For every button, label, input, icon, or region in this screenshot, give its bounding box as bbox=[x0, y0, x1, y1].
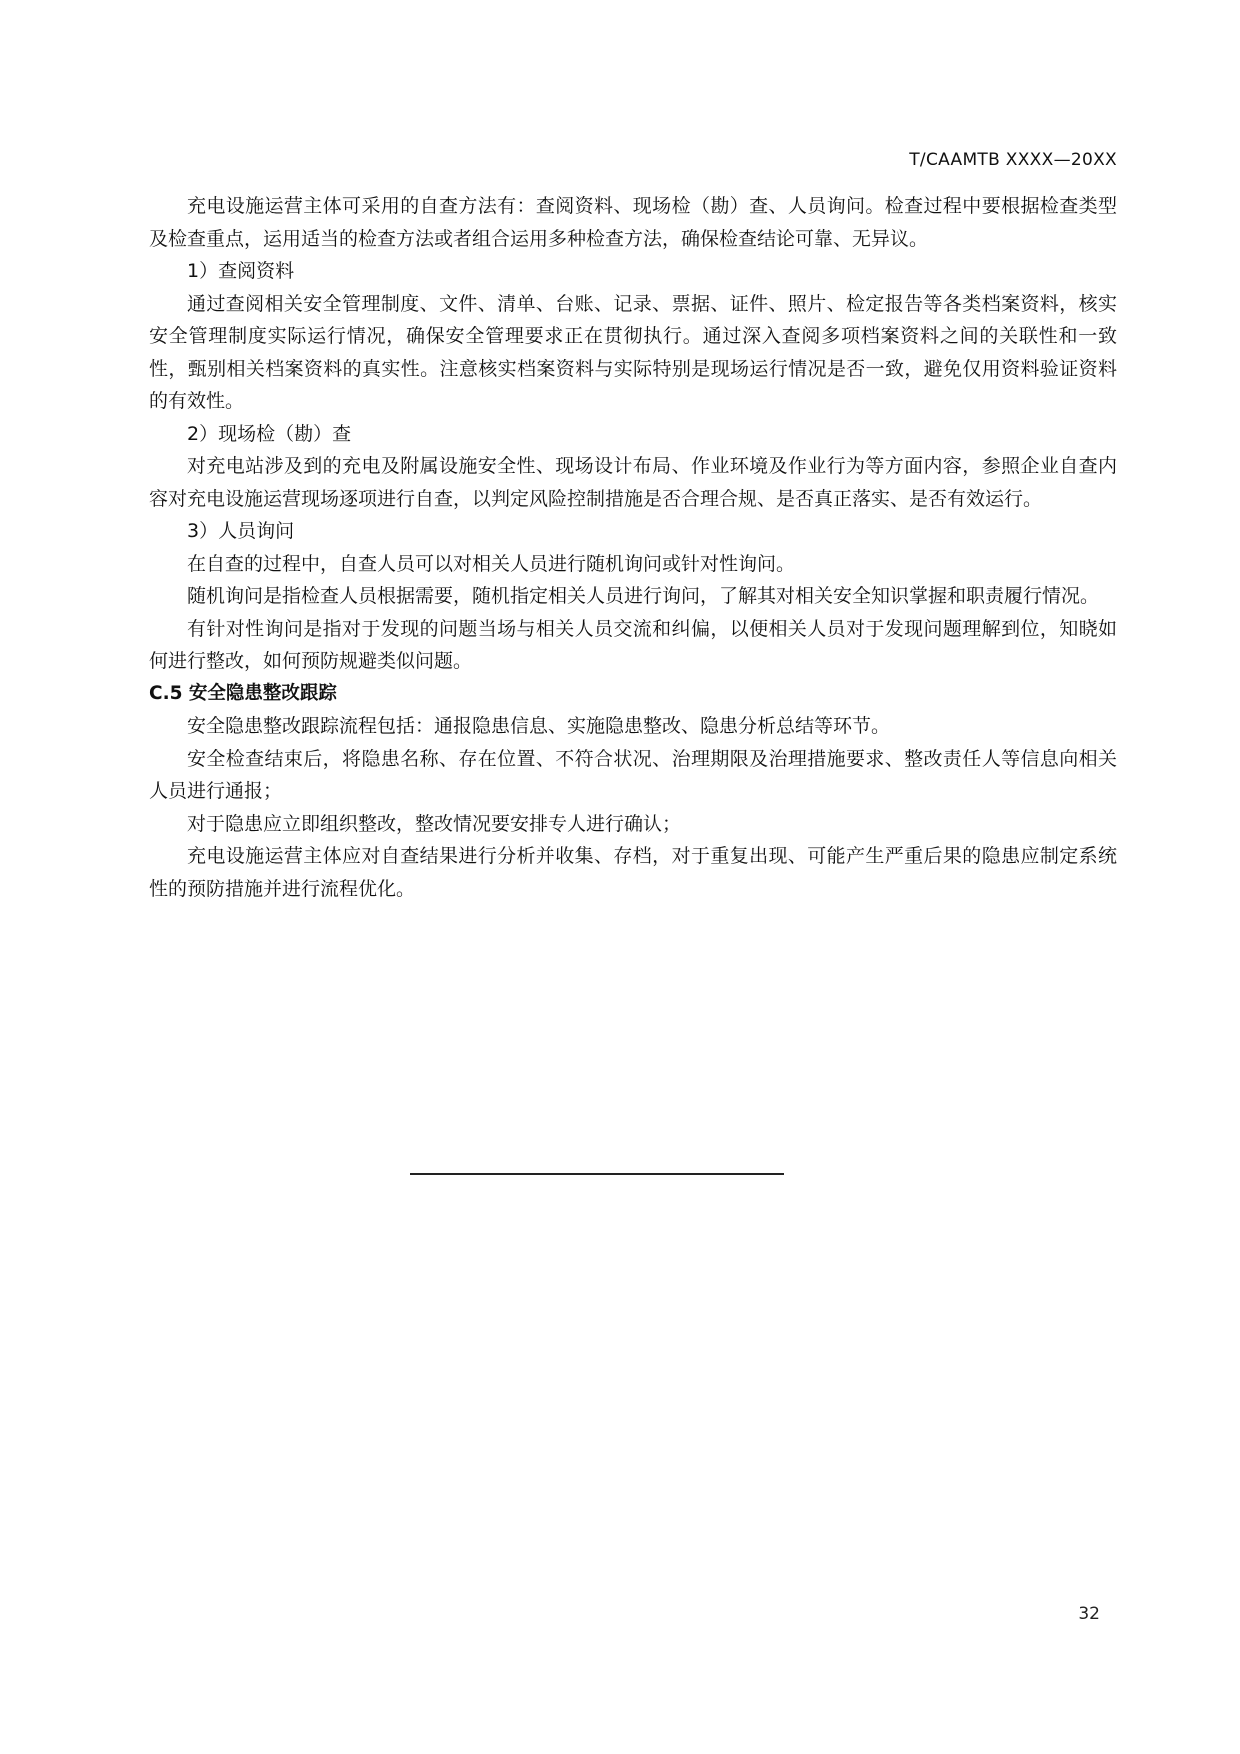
item-heading-review-documents: 1）查阅资料 bbox=[187, 260, 295, 282]
document-code: T/CAAMTB XXXX—20XX bbox=[909, 150, 1117, 170]
section-heading-c5: C.5 安全隐患整改跟踪 bbox=[149, 682, 337, 704]
site-inspection-paragraph: 对充电站涉及到的充电及附属设施安全性、现场设计布局、作业环境及作业行为等方面内容，参照企业自查内容对充电设施运营现场逐项进行自查，以判定风险控制措施是否合理合规、是否真正落实、是否有效运行。 bbox=[149, 455, 1117, 510]
c5-notification-paragraph: 安全检查结束后，将隐患名称、存在位置、不符合状况、治理期限及治理措施要求、整改责任人等信息向相关人员进行通报； bbox=[149, 747, 1117, 802]
targeted-inquiry-paragraph: 有针对性询问是指对于发现的问题当场与相关人员交流和纠偏，以便相关人员对于发现问题理解到位，知晓如何进行整改，如何预防规避类似问题。 bbox=[149, 617, 1117, 672]
item-heading-personnel-inquiry: 3）人员询问 bbox=[187, 520, 295, 542]
page-content bbox=[149, 190, 1117, 905]
random-inquiry-paragraph: 随机询问是指检查人员根据需要，随机指定相关人员进行询问，了解其对相关安全知识掌握和职责履行情况。 bbox=[187, 585, 1100, 607]
personnel-inquiry-paragraph: 在自查的过程中，自查人员可以对相关人员进行随机询问或针对性询问。 bbox=[187, 552, 796, 575]
item-heading-site-inspection: 2）现场检（勘）查 bbox=[187, 422, 352, 445]
page-number: 32 bbox=[1078, 1604, 1100, 1624]
c5-analysis-paragraph: 充电设施运营主体应对自查结果进行分析并收集、存档，对于重复出现、可能产生严重后果的隐患应制定系统性的预防措施并进行流程优化。 bbox=[149, 845, 1117, 900]
review-documents-paragraph: 通过查阅相关安全管理制度、文件、清单、台账、记录、票据、证件、照片、检定报告等各类档案资料，核实安全管理制度实际运行情况，确保安全管理要求正在贯彻执行。通过深入查阅多项档案资料之间的关联性和一致性，甄别相关档案资料的真实性。注意核实档案资料与实际特别是现场运行情况是否一致，避免仅用资料验证资料的有效性。 bbox=[149, 292, 1117, 412]
end-of-document-rule bbox=[410, 1173, 784, 1175]
c5-process-paragraph: 安全隐患整改跟踪流程包括：通报隐患信息、实施隐患整改、隐患分析总结等环节。 bbox=[187, 715, 891, 737]
c5-rectification-paragraph: 对于隐患应立即组织整改，整改情况要安排专人进行确认； bbox=[187, 812, 682, 835]
intro-paragraph: 充电设施运营主体可采用的自查方法有：查阅资料、现场检（勘）查、人员询问。检查过程中要根据检查类型及检查重点，运用适当的检查方法或者组合运用多种检查方法，确保检查结论可靠、无异议。 bbox=[149, 195, 1117, 250]
